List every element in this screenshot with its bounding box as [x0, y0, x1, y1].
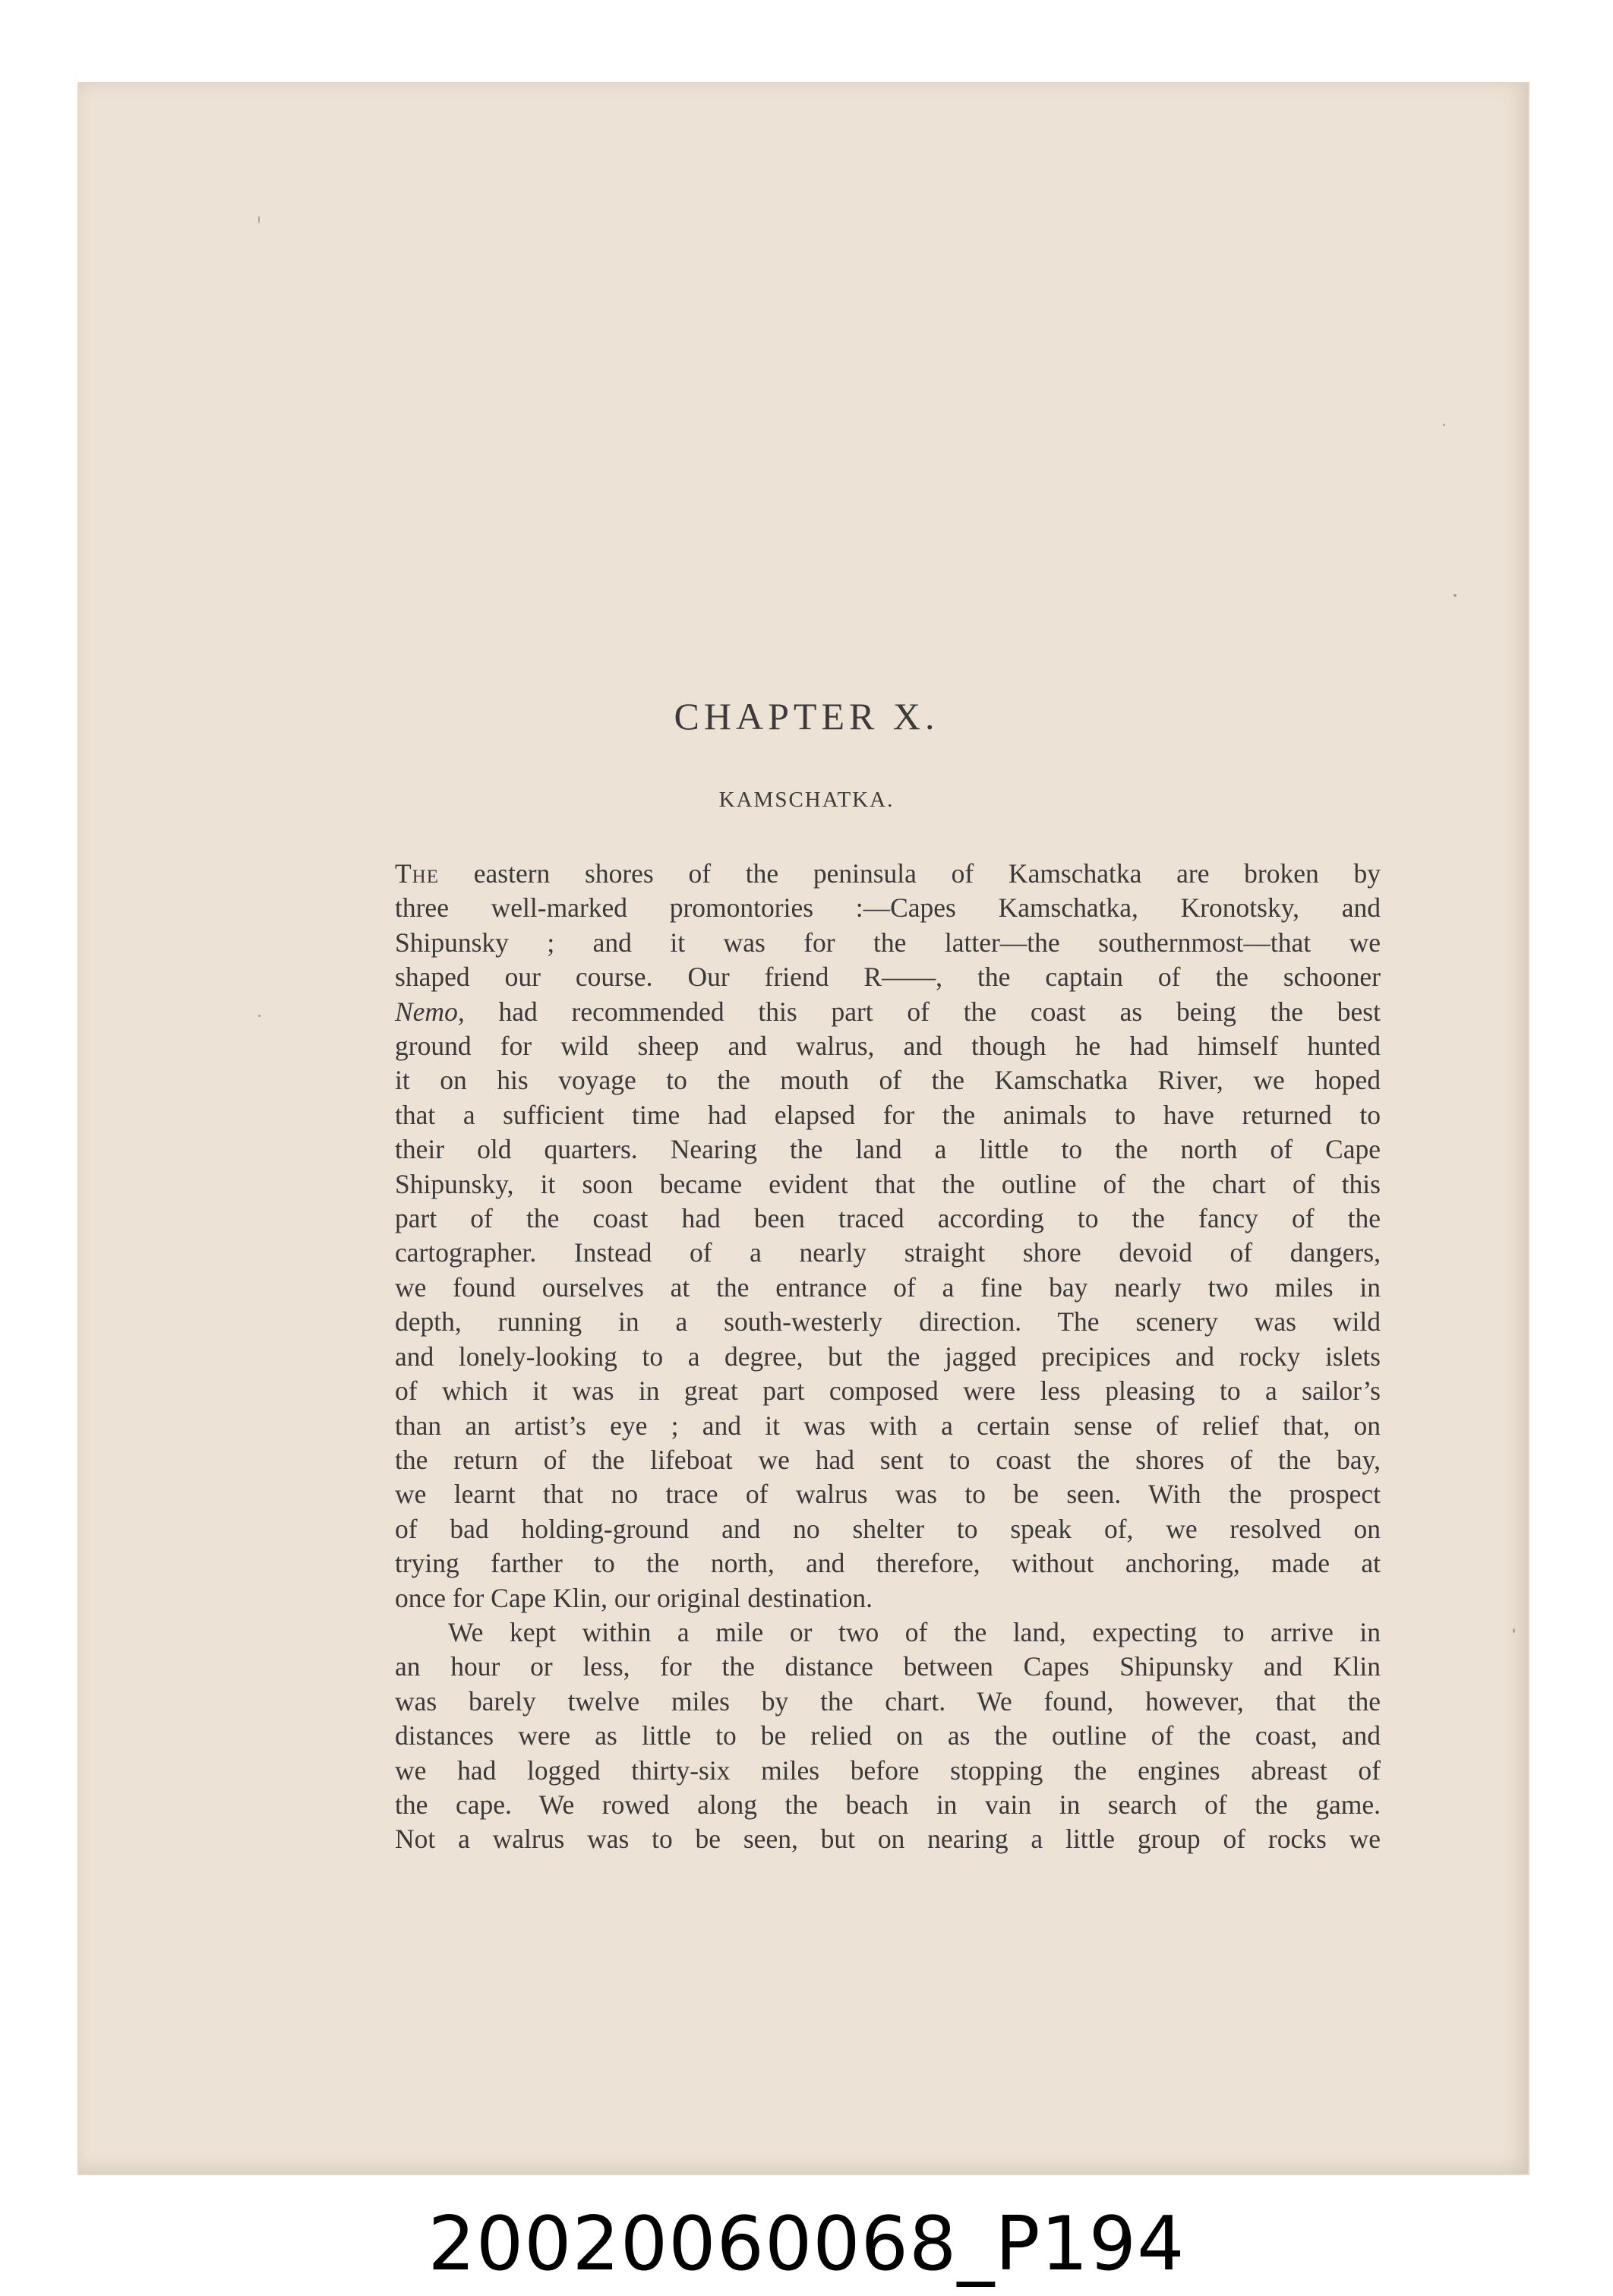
text-line: Not a walrus was to be seen, but on nearing a little group of rocks we [395, 1824, 1381, 1855]
text-line: depth, running in a south-westerly direction. The scenery was wild [395, 1306, 1381, 1337]
text-line: ground for wild sheep and walrus, and though he had himself hunted [395, 1031, 1381, 1062]
text-line: and lonely-looking to a degree, but the jagged precipices and rocky islets [395, 1341, 1381, 1372]
opening-word: The [395, 858, 440, 889]
text-line: three well-marked promontories :—Capes Kamschatka, Kronotsky, and [395, 892, 1381, 924]
paper-speck [1513, 1628, 1515, 1633]
text-line: trying farther to the north, and therefore, without anchoring, made at [395, 1548, 1381, 1579]
text-line: once for Cape Klin, our original destination. [395, 1582, 873, 1613]
text-line [395, 857, 1381, 891]
text-line: we learnt that no trace of walrus was to be seen. With the prospect [395, 1479, 1381, 1510]
text-line: distances were as little to be relied on as the outline of the coast, and [395, 1720, 1381, 1751]
chapter-title: CHAPTER X. [674, 695, 939, 737]
text-line: that a sufficient time had elapsed for the animals to have returned to [395, 1099, 1381, 1130]
text-line [395, 995, 1381, 1029]
text-line: of bad holding-ground and no shelter to speak of, we resolved on [395, 1513, 1381, 1544]
text-line: the cape. We rowed along the beach in vain in search of the game. [395, 1789, 1381, 1820]
text-line: than an artist’s eye ; and it was with a certain sense of relief that, on [395, 1410, 1381, 1441]
line-text: had recommended this part of the coast as being the best [464, 996, 1381, 1027]
text-line: Shipunsky ; and it was for the latter—the southernmost—that we [395, 927, 1381, 958]
paper-speck [258, 216, 260, 223]
line-text: eastern shores of the peninsula of Kamschatka are broken by [439, 858, 1381, 889]
paper-speck [1443, 424, 1445, 426]
paper-speck [258, 1015, 260, 1017]
text-line: was barely twelve miles by the chart. We found, however, that the [395, 1685, 1381, 1716]
image-id-caption: 20020060068_P194 [428, 2201, 1185, 2288]
text-line: we had logged thirty-six miles before stopping the engines abreast of [395, 1754, 1381, 1786]
ship-name: Nemo, [395, 996, 465, 1027]
text-line: we found ourselves at the entrance of a fine bay nearly two miles in [395, 1271, 1381, 1303]
text-line: We kept within a mile or two of the land, expecting to arrive in [448, 1616, 1381, 1647]
text-line: the return of the lifeboat we had sent to coast the shores of the bay, [395, 1444, 1381, 1475]
text-line: of which it was in great part composed were less pleasing to a sailor’s [395, 1375, 1381, 1407]
text-line: shaped our course. Our friend R——, the captain of the schooner [395, 962, 1381, 993]
text-line: Shipunsky, it soon became evident that the outline of the chart of this [395, 1168, 1381, 1199]
chapter-subtitle: KAMSCHATKA. [718, 788, 895, 812]
text-line: part of the coast had been traced according to the fancy of the [395, 1203, 1381, 1234]
text-line: cartographer. Instead of a nearly straight shore devoid of dangers, [395, 1237, 1381, 1268]
text-line: their old quarters. Nearing the land a little to the north of Cape [395, 1134, 1381, 1165]
text-line: it on his voyage to the mouth of the Kamschatka River, we hoped [395, 1065, 1381, 1096]
text-line: an hour or less, for the distance between Capes Shipunsky and Klin [395, 1651, 1381, 1682]
paper-speck [1454, 594, 1457, 597]
chapter-body [395, 857, 1381, 1857]
